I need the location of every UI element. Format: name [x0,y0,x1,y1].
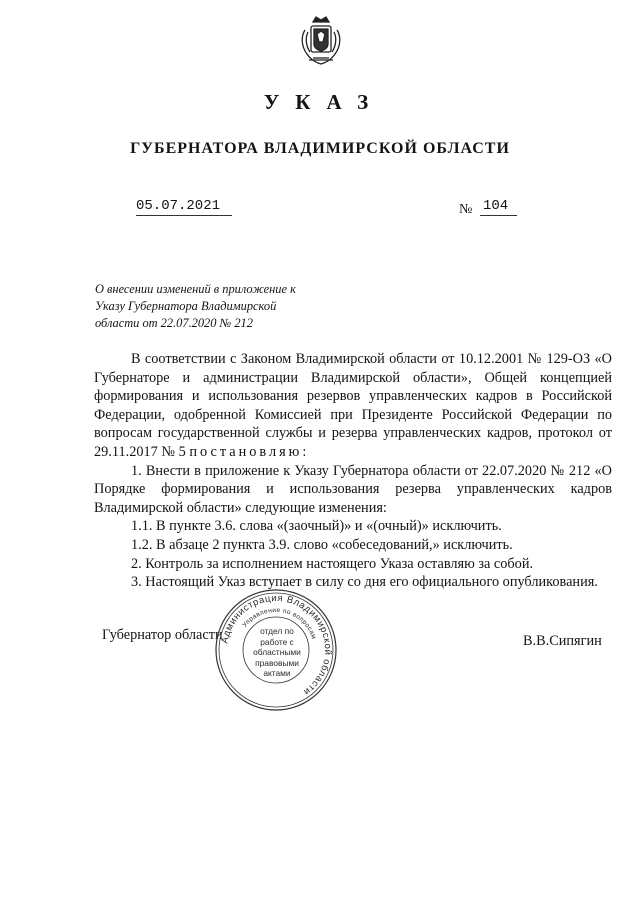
signer-name: В.В.Сипягин [523,633,602,649]
document-title: УКАЗ [263,90,385,114]
preamble-text: В соответствии с Законом Владимирской области от 10.12.2001 № 129-ОЗ «О Губернаторе и администрации Владимирской области», Общей концепцией формирования и использования резервов управленческих кадров в Российской Федерации, одобренной Комиссией при Президенте Российской Федерации по вопросам государственной службы и резерва управленческих кадров, протокол от 29.11.2017 № 5 [94,351,612,460]
list-item: 1.1. В пункте 3.6. слова «(заочный)» и «(очный)» исключить. [131,518,502,535]
coat-of-arms-icon [299,16,343,66]
document-issuer: ГУБЕРНАТОРА ВЛАДИМИРСКОЙ ОБЛАСТИ [130,140,510,157]
list-item: 1.2. В абзаце 2 пункта 3.9. слово «собеседований,» исключить. [131,536,513,553]
stamp-center-text: отдел по работе с областными правовыми актами [253,626,301,678]
number-sign: № [459,202,473,217]
signer-title: Губернатор области [102,627,223,643]
preamble-paragraph [94,350,612,462]
list-item: 3. Настоящий Указ вступает в силу со дня его официального опубликования. [131,574,598,591]
document-subject: О внесении изменений в приложение к Указу Губернатора Владимирской области от 22.07.2020 № 212 [95,282,296,330]
decree-word: постановляю: [189,443,310,460]
list-item: 2. Контроль за исполнением настоящего Указа оставляю за собой. [131,555,534,572]
document-number: 104 [480,198,517,216]
stamp-ring-text: Администрация Владимирской области [219,592,334,698]
document-body [94,350,612,592]
stamp-ring-inner-text: Управление по вопросам [241,606,318,641]
list-item: 1. Внести в приложение к Указу Губернатора области от 22.07.2020 № 212 «О Порядке формирования и использования резерва управленческих кадров Владимирской области» следующие изменения: [94,462,612,516]
document-date: 05.07.2021 [136,198,232,216]
